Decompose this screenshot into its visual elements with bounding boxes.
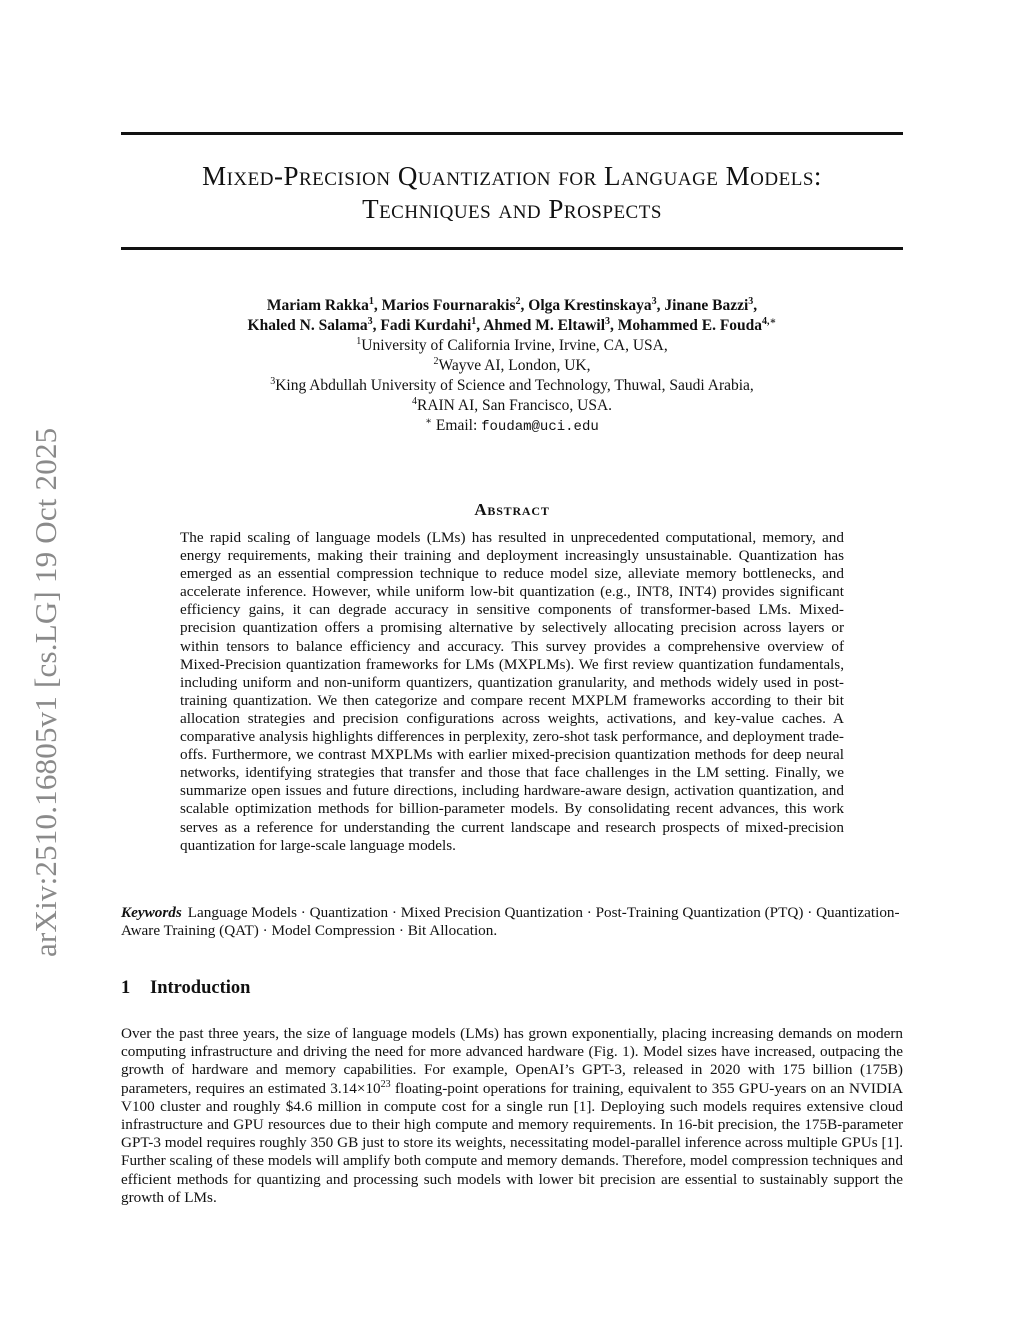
section-number: 1 [121, 978, 131, 998]
affiliation-text: University of California Irvine, Irvine, CA, USA, [361, 337, 668, 354]
author-affiliation-mark: 2 [515, 295, 521, 307]
author-affiliation-mark: 4,∗ [762, 315, 777, 327]
affiliation-text: Wayve AI, London, UK, [438, 357, 591, 374]
keywords-label: Keywords [121, 904, 182, 921]
author-name: Mohammed E. Fouda [617, 317, 763, 334]
affiliation-mark: 1 [356, 335, 362, 347]
section-heading-introduction [121, 978, 250, 999]
paper-title-line-1: Mixed-Precision Quantization for Language Models: [202, 161, 822, 191]
section-title: Introduction [150, 978, 251, 998]
affiliation-4 [121, 396, 903, 416]
affiliation-3 [121, 376, 903, 396]
paper-title [121, 160, 903, 226]
abstract-body: The rapid scaling of language models (LMs) has resulted in unprecedented computational, memory, and energy requirements, making their training and deployment increasingly unsustainable. Quantization has emerged as an essential compression technique to reduce model size, alleviate memory bottlenecks, and accelerate inference. However, while uniform low-bit quantization (e.g., INT8, INT4) provides significant efficiency gains, it can degrade accuracy in sensitive components of transformer-based LMs. Mixed-precision quantization offers a promising alternative by selectively allocating precision across layers or within tensors to balance efficiency and accuracy. This survey provides a comprehensive overview of Mixed-Precision quantization frameworks for LMs (MXPLMs). We first review quantization fundamentals, including uniform and non-uniform quantizers, quantization granularity, and methods widely used in post-training quantization. We then categorize and compare recent MXPLM frameworks according to their bit allocation strategies and precision configurations across weights, activations, and key-value caches. A comparative analysis highlights differences in perplexity, zero-shot task performance, and deployment trade-offs. Furthermore, we contrast MXPLMs with earlier mixed-precision quantization methods for deep neural networks, identifying strategies that transfer and those that face challenges in the LM setting. Finally, we summarize open issues and future directions, including hardware-aware design, activation quantization, and scalable optimization methods for billion-parameter models. By consolidating recent advances, this work serves as a reference for understanding the current landscape and research prospects of mixed-precision quantization for large-scale language models. [180, 529, 844, 854]
author-row-2: Khaled N. Salama$^3$, Fadi Kurdahi$^1$, Ahmed M. Eltawil$^3$, Mohammed E. Fouda$^{4,∗}$ [247, 315, 777, 334]
affiliation-text: King Abdullah University of Science and Technology, Thuwal, Saudi Arabia, [275, 377, 754, 394]
affiliation-2 [121, 356, 903, 376]
affiliation-mark: 4 [411, 395, 417, 407]
title-rule-bottom [121, 247, 903, 250]
keywords-block [121, 904, 903, 940]
abstract-heading: Abstract [474, 500, 550, 519]
introduction-paragraph [121, 1025, 903, 1207]
affiliation-mark: 3 [270, 375, 276, 387]
author-affiliation-mark: 1 [471, 315, 477, 327]
email-mark: ∗ [425, 415, 433, 427]
intro-text-part-1: Over the past three years, the size of language models (LMs) has grown exponentially, placing increasing demands on modern computing infrastructure and driving the need for more advanced hardware (Fig. 1). Model sizes have increased, outpacing the growth of hardware and memory capabilities. For example, OpenAI’s GPT-3, released in 2020 with 175 billion (175B) parameters, requires an estimated 3.14×10 [121, 1025, 903, 1097]
author-block [121, 296, 903, 437]
affiliation-text: RAIN AI, San Francisco, USA. [416, 397, 613, 414]
arxiv-identifier-stamp: arXiv:2510.16805v1 [cs.LG] 19 Oct 2025 [28, 427, 63, 957]
email-address-link[interactable]: foudam@uci.edu [481, 419, 599, 435]
affiliation-mark: 2 [433, 355, 439, 367]
corresponding-email [121, 416, 903, 437]
email-label: Email: [435, 417, 478, 434]
author-affiliation-mark: 3 [748, 295, 754, 307]
author-name: Ahmed M. Eltawil [483, 317, 606, 334]
affiliation-1 [121, 336, 903, 356]
author-name: Jinane Bazzi [664, 297, 749, 314]
author-affiliation-mark: 3 [605, 315, 611, 327]
author-affiliation-mark: 3 [651, 295, 657, 307]
keywords-text: Language Models · Quantization · Mixed Precision Quantization · Post-Training Quantization (PTQ) · Quantization-Aware Training (QAT) · Model Compression · Bit Allocation. [121, 904, 900, 940]
title-rule-top [121, 132, 903, 135]
author-affiliation-mark: 1 [368, 295, 374, 307]
intro-text-part-2: floating-point operations for training, equivalent to 355 GPU-years on an NVIDIA V100 cluster and roughly $4.6 million in compute cost for a single run [1]. Deploying such models requires extensive cloud infrastructure and GPU resources due to their high compute and memory requirements. In 16-bit precision, the 175B-parameter GPT-3 model requires roughly 350 GB just to store its weights, necessitating model-parallel inference across multiple GPUs [1]. Further scaling of these models will amplify both compute and memory demands. Therefore, model compression techniques and efficient methods for quantizing and processing such models with lower bit precision are essential to sustainably support the growth of LMs. [121, 1079, 903, 1206]
author-affiliation-mark: 3 [367, 315, 373, 327]
exponent: 23 [380, 1078, 391, 1090]
paper-title-line-2: Techniques and Prospects [362, 194, 662, 224]
author-name: Olga Krestinskaya [528, 297, 652, 314]
author-name: Marios Fournarakis [381, 297, 516, 314]
author-row-1: Mariam Rakka$^1$, Marios Fournarakis$^2$, Olga Krestinskaya$^3$, Jinane Bazzi$^3$, [266, 295, 758, 314]
author-name: Fadi Kurdahi [380, 317, 472, 334]
author-name: Mariam Rakka [266, 297, 369, 314]
author-name: Khaled N. Salama [247, 317, 368, 334]
